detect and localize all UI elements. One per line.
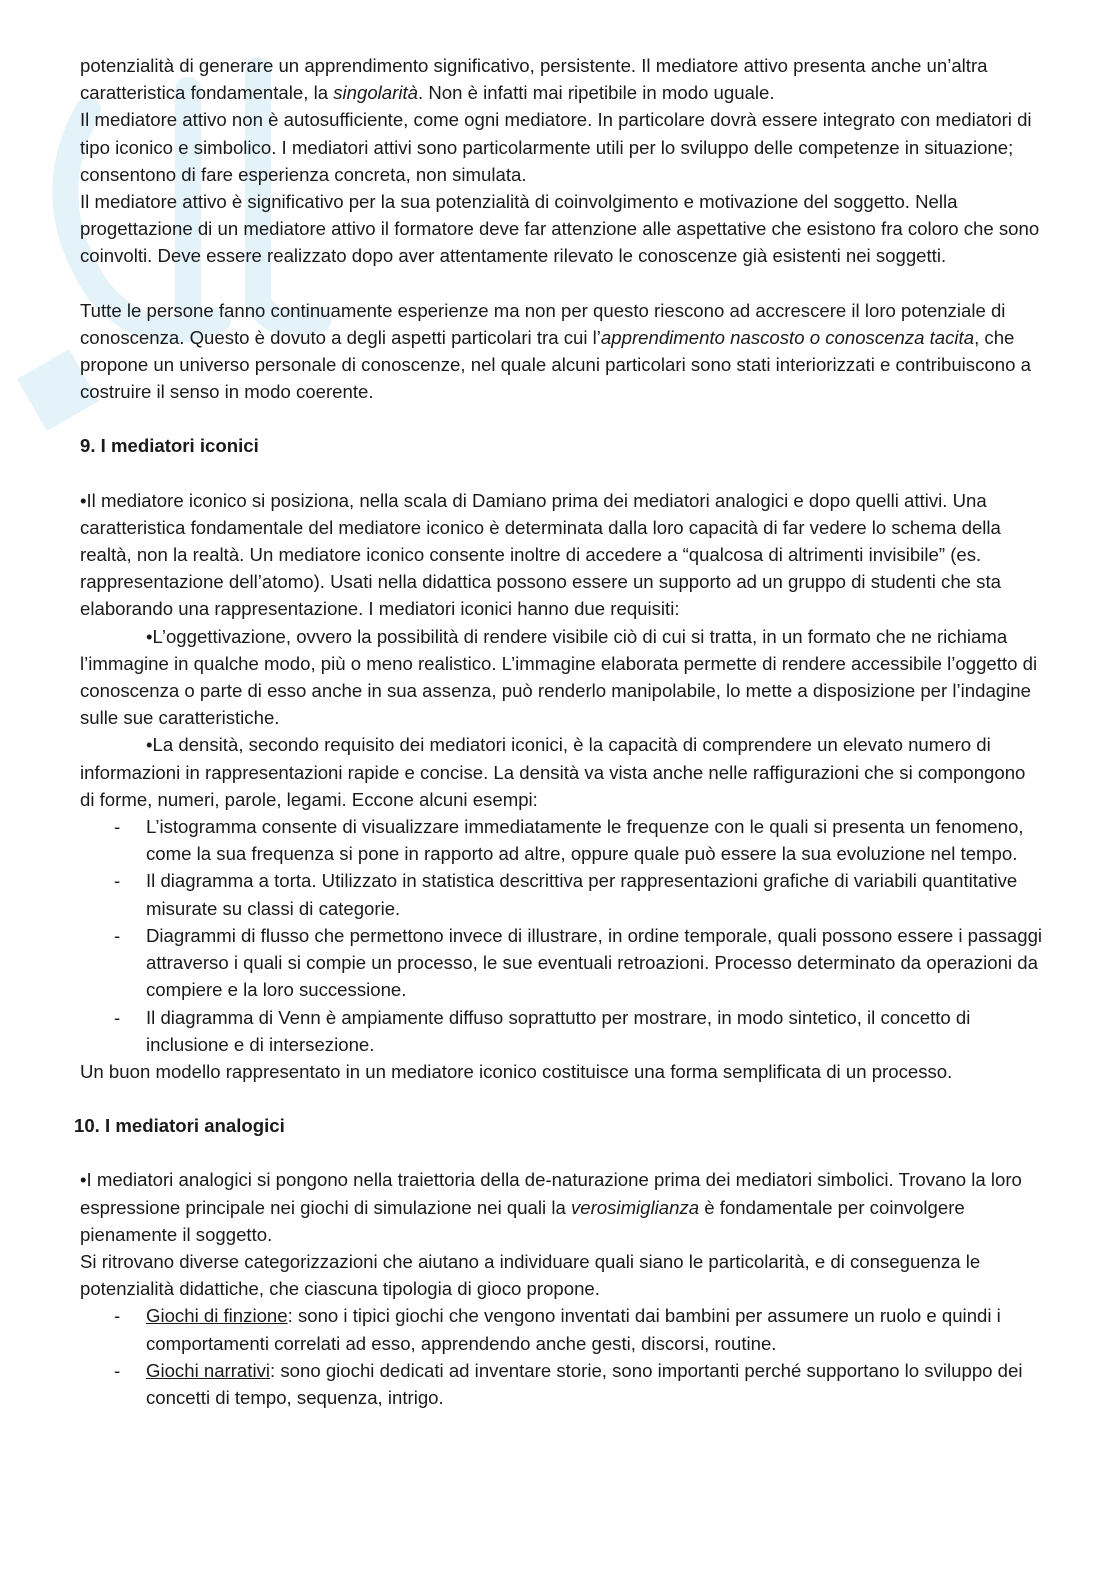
intro-paragraph-4: Tutte le persone fanno continuamente esperienze ma non per questo riescono ad accrescere il loro potenziale di conoscenza. Questo è dovuto a degli aspetti particolari tra cui l’apprendimento nascosto o conoscenza tacita, che propone un universo personale di conoscenze, nel quale alcuni particolari sono stati interiorizzati e contribuiscono a costruire il senso in modo coerente.: [80, 299, 1031, 403]
section-10-heading: 10. I mediatori analogici: [74, 1115, 285, 1137]
section-10-paragraph-1: •I mediatori analogici si pongono nella traiettoria della de-naturazione prima dei mediatori simbolici. Trovano la loro espressione principale nei giochi di simulazione nei quali la verosimiglianza è fondamentale per coinvolgere pienamente il soggetto.: [80, 1169, 1022, 1245]
list-item: - Giochi narrativi: sono giochi dedicati ad inventare storie, sono importanti perché supportano lo sviluppo dei concetti di tempo, sequenza, intrigo.: [114, 1359, 1023, 1408]
list-item: - Diagrammi di flusso che permettono invece di illustrare, in ordine temporale, quali possono essere i passaggi attraverso i quali si compie un processo, le sue eventuali retroazioni. Processo determinato da operazioni da compiere e la loro successione.: [114, 924, 1043, 1001]
section-10-list: [80, 1302, 1045, 1411]
section-9-paragraph-2: •L’oggettivazione, ovvero la possibilità di rendere visibile ciò di cui si tratta, in un formato che ne richiama l’immagine in qualche modo, più o meno realistico. L’immagine elaborata permette di rendere accessibile l’oggetto di conoscenza o parte di esso anche in sua assenza, può renderlo manipolabile, lo mette a disposizione per l’indagine sulle sue caratteristiche.: [80, 625, 1038, 729]
intro-paragraph-2: Il mediatore attivo non è autosufficiente, come ogni mediatore. In particolare dovrà essere integrato con mediatori di tipo iconico e simbolico. I mediatori attivi sono particolarmente utili per lo sviluppo delle competenze in situazione; consentono di fare esperienza concreta, non simulata.: [80, 109, 1032, 185]
section-10-paragraph-2: Si ritrovano diverse categorizzazioni che aiutano a individuare quali siano le particolarità, e di conseguenza le potenzialità didattiche, che ciascuna tipologia di gioco propone.: [80, 1250, 981, 1300]
intro-paragraph-3: Il mediatore attivo è significativo per la sua potenzialità di coinvolgimento e motivazione del soggetto. Nella progettazione di un mediatore attivo il formatore deve far attenzione alle aspettative che esistono fra coloro che sono coinvolti. Deve essere realizzato dopo aver attentamente rilevato le conoscenze già esistenti nei soggetti.: [80, 191, 1040, 267]
intro-paragraph-1: potenzialità di generare un apprendimento significativo, persistente. Il mediatore attivo presenta anche un’altra caratteristica fondamentale, la singolarità. Non è infatti mai ripetibile in modo uguale.: [80, 55, 988, 104]
list-item: - L’istogramma consente di visualizzare immediatamente le frequenze con le quali si presenta un fenomeno, come la sua frequenza si pone in rapporto ad altre, oppure quale può essere la sua evoluzione nel tempo.: [114, 816, 1024, 865]
list-item: - Il diagramma di Venn è ampiamente diffuso soprattutto per mostrare, in modo sintetico, il concetto di inclusione e di intersezione.: [114, 1006, 971, 1055]
section-9-paragraph-3: •La densità, secondo requisito dei mediatori iconici, è la capacità di comprendere un elevato numero di informazioni in rappresentazioni rapide e concise. La densità va vista anche nelle raffigurazioni che si compongono di forme, numeri, parole, legami. Eccone alcuni esempi:: [80, 734, 1026, 810]
list-item: - Giochi di finzione: sono i tipici giochi che vengono inventati dai bambini per assumere un ruolo e quindi i comportamenti correlati ad esso, apprendendo anche gesti, discorsi, routine.: [114, 1305, 1001, 1354]
section-9-heading: 9. I mediatori iconici: [80, 435, 259, 457]
document-page: [74, 52, 1045, 1411]
section-9-paragraph-1: •Il mediatore iconico si posiziona, nella scala di Damiano prima dei mediatori analogici e dopo quelli attivi. Una caratteristica fondamentale del mediatore iconico è determinata dalla loro capacità di far vedere lo schema della realtà, non la realtà. Un mediatore iconico consente inoltre di accedere a “qualcosa di altrimenti invisibile” (es. rappresentazione dell’atomo). Usati nella didattica possono essere un supporto ad un gruppo di studenti che sta elaborando una rappresentazione. I mediatori iconici hanno due requisiti:: [80, 489, 1001, 620]
list-item: - Il diagramma a torta. Utilizzato in statistica descrittiva per rappresentazioni grafiche di variabili quantitative misurate su classi di categorie.: [114, 870, 1018, 919]
section-9-closing: Un buon modello rappresentato in un mediatore iconico costituisce una forma semplificata di un processo.: [80, 1060, 953, 1082]
section-9-list: [80, 813, 1045, 1058]
